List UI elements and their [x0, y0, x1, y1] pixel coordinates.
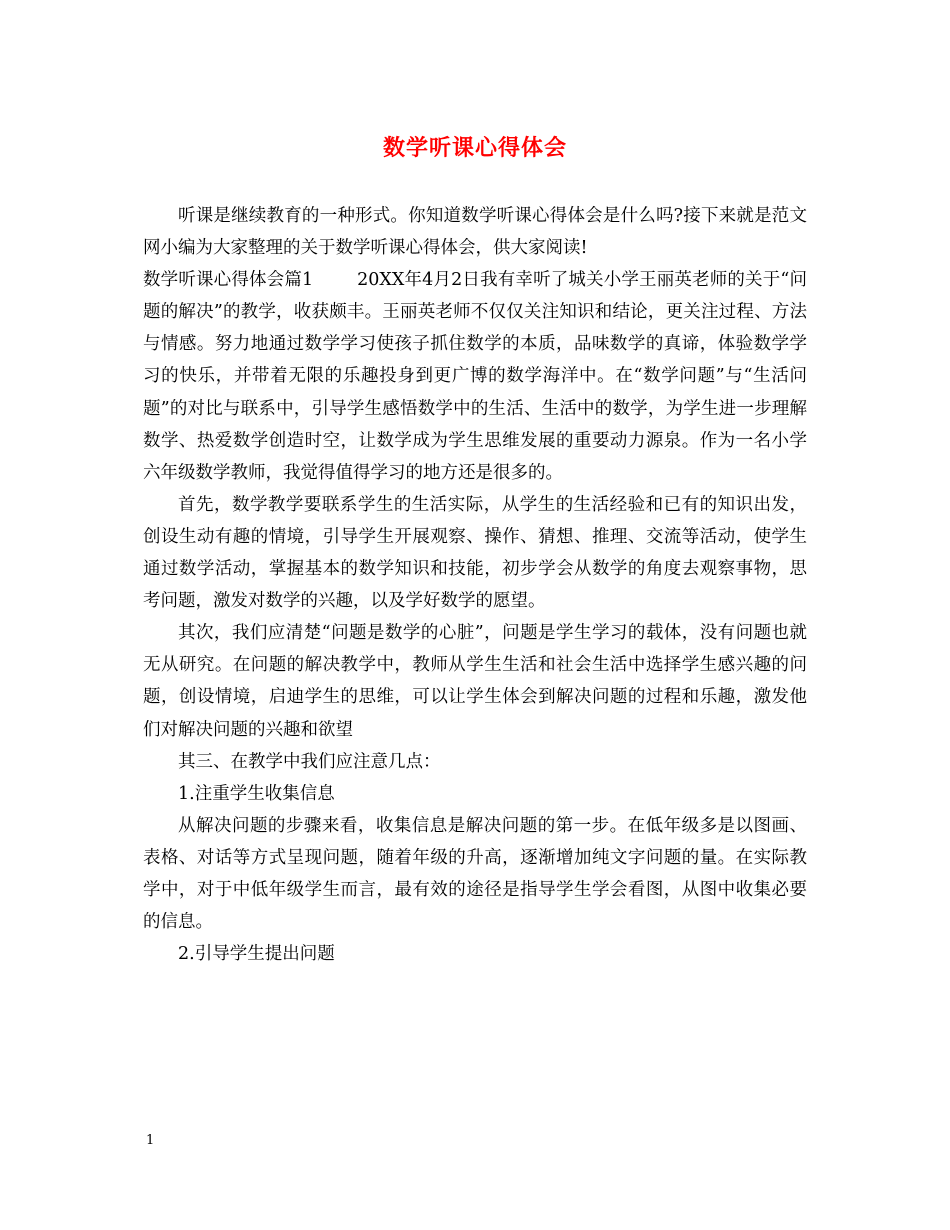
page-number: 1: [146, 1133, 155, 1148]
point-one-text: 从解决问题的步骤来看，收集信息是解决问题的第一步。在低年级多是以图画、表格、对话等方式呈现问题，随着年级的升高，逐渐增加纯文字问题的量。在实际教学中，对于中低年级学生而言，最有效的途径是指导学生学会看图，从图中收集必要的信息。: [143, 815, 807, 933]
intro-paragraph: 听课是继续教育的一种形式。你知道数学听课心得体会是什么吗?接下来就是范文网小编为大家整理的关于数学听课心得体会，供大家阅读!: [143, 206, 807, 259]
section-paragraph: [143, 264, 807, 489]
point-one-heading: 1.注重学生收集信息: [178, 783, 335, 804]
document-body: [143, 200, 807, 970]
paragraph-third: 其三、在教学中我们应注意几点：: [178, 751, 441, 772]
point-two-heading: 2.引导学生提出问题: [178, 944, 335, 965]
paragraph-first: 首先，数学教学要联系学生的生活实际，从学生的生活经验和已有的知识出发，创设生动有趣的情境，引导学生开展观察、操作、猜想、推理、交流等活动，使学生通过数学活动，掌握基本的数学知识和技能，初步学会从数学的角度去观察事物，思考问题，激发对数学的兴趣，以及学好数学的愿望。: [143, 494, 807, 612]
document-title: 数学听课心得体会: [382, 135, 567, 161]
paragraph-second: 其次，我们应清楚“问题是数学的心脏”，问题是学生学习的载体，没有问题也就无从研究。在问题的解决教学中，教师从学生生活和社会生活中选择学生感兴趣的问题，创设情境，启迪学生的思维，可以让学生体会到解决问题的过程和乐趣，激发他们对解决问题的兴趣和欲望: [143, 623, 807, 740]
section-first-paragraph: 20XX年4月2日我有幸听了城关小学王丽英老师的关于“问题的解决”的教学，收获颇丰。王丽英老师不仅仅关注知识和结论，更关注过程、方法与情感。努力地通过数学学习使孩子抓住数学的本质，品味数学的真谛，体验数学学习的快乐，并带着无限的乐趣投身到更广博的数学海洋中。在“数学问题”与“生活问题”的对比与联系中，引导学生感悟数学中的生活、生活中的数学，为学生进一步理解数学、热爱数学创造时空，让数学成为学生思维发展的重要动力源泉。作为一名小学六年级数学教师，我觉得值得学习的地方还是很多的。: [143, 270, 807, 483]
section-heading: 数学听课心得体会篇1: [143, 270, 314, 291]
